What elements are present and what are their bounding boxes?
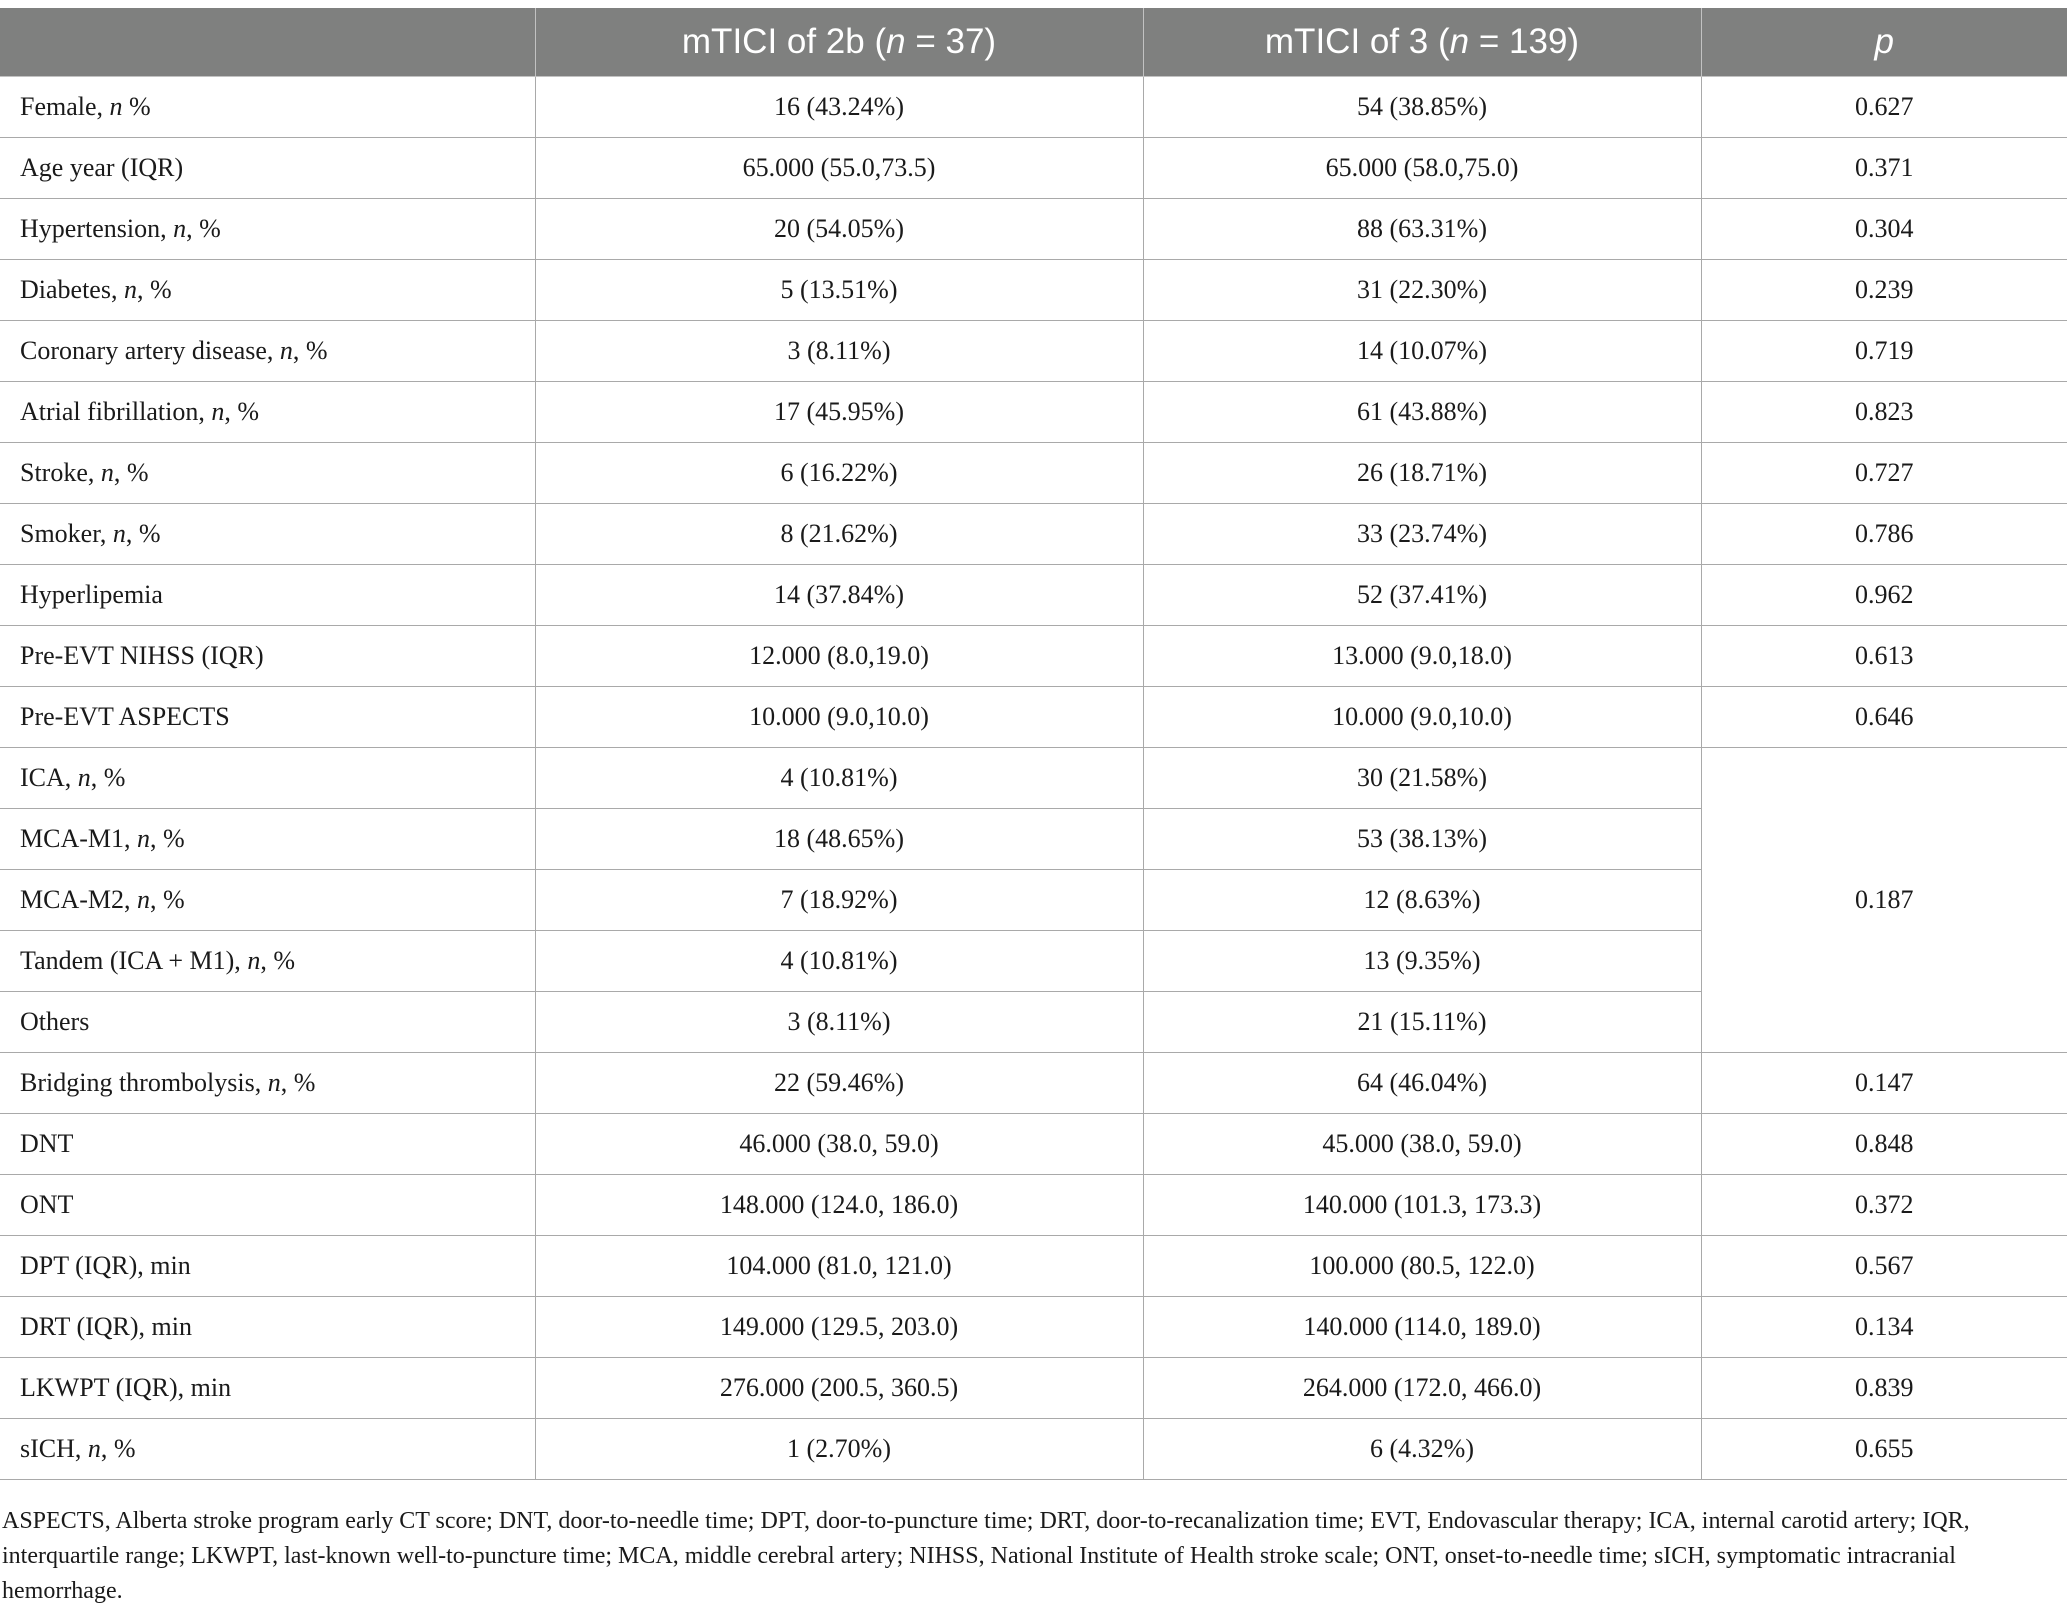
row-label-n: n [87,1434,101,1463]
row-label-n: n [137,885,151,914]
cell-mtici-3: 264.000 (172.0, 466.0) [1143,1358,1701,1419]
cell-mtici-2b: 5 (13.51%) [535,260,1143,321]
cell-mtici-2b: 16 (43.24%) [535,77,1143,138]
cell-mtici-3: 13 (9.35%) [1143,931,1701,992]
row-label [0,77,535,138]
row-label-suffix: , % [100,1434,136,1463]
cell-p-value: 0.239 [1701,260,2067,321]
row-label-n: n [279,336,293,365]
cell-p-value: 0.727 [1701,443,2067,504]
row-label [0,1297,535,1358]
row-label [0,565,535,626]
row-label-text: Diabetes, [20,275,124,304]
cell-mtici-3: 21 (15.11%) [1143,992,1701,1053]
cell-mtici-3: 64 (46.04%) [1143,1053,1701,1114]
cell-mtici-3: 12 (8.63%) [1143,870,1701,931]
row-label-suffix: , % [136,275,172,304]
row-label [0,1358,535,1419]
cell-p-value: 0.646 [1701,687,2067,748]
table-row [0,1297,2067,1358]
row-label-text: Pre-EVT ASPECTS [20,702,230,731]
row-label-suffix: % [122,92,151,121]
row-label-text: DPT (IQR), min [20,1251,191,1280]
cell-mtici-2b: 104.000 (81.0, 121.0) [535,1236,1143,1297]
table-row [0,321,2067,382]
row-label-text: Pre-EVT NIHSS (IQR) [20,641,264,670]
cell-p-value: 0.823 [1701,382,2067,443]
cell-mtici-2b: 14 (37.84%) [535,565,1143,626]
cell-p-value: 0.839 [1701,1358,2067,1419]
header-mtici-2b-prefix: mTICI of 2b ( [681,22,887,61]
cell-mtici-2b: 3 (8.11%) [535,992,1143,1053]
cell-mtici-3: 26 (18.71%) [1143,443,1701,504]
table-row [0,1419,2067,1480]
cell-mtici-2b: 1 (2.70%) [535,1419,1143,1480]
cell-mtici-2b: 149.000 (129.5, 203.0) [535,1297,1143,1358]
row-label-text: Hyperlipemia [20,580,163,609]
cell-mtici-2b: 3 (8.11%) [535,321,1143,382]
cell-p-value: 0.134 [1701,1297,2067,1358]
cell-mtici-3: 100.000 (80.5, 122.0) [1143,1236,1701,1297]
table-row [0,748,2067,809]
cell-p-value: 0.786 [1701,504,2067,565]
header-mtici-3-n: n [1449,22,1470,61]
row-label-n: n [267,1068,281,1097]
row-label-suffix: , % [280,1068,316,1097]
row-label-text: sICH, [20,1434,88,1463]
table-row [0,1053,2067,1114]
cell-mtici-2b: 8 (21.62%) [535,504,1143,565]
table-row [0,77,2067,138]
row-label-suffix: , % [224,397,260,426]
row-label [0,260,535,321]
row-label-suffix: , % [292,336,328,365]
cell-mtici-3: 54 (38.85%) [1143,77,1701,138]
table-row [0,687,2067,748]
row-label [0,1236,535,1297]
row-label [0,1419,535,1480]
row-label [0,626,535,687]
cell-mtici-3: 13.000 (9.0,18.0) [1143,626,1701,687]
cell-mtici-2b: 4 (10.81%) [535,748,1143,809]
row-label-text: DNT [20,1129,74,1158]
row-label-text: MCA-M1, [20,824,138,853]
cell-mtici-2b: 18 (48.65%) [535,809,1143,870]
header-mtici-3-suffix: = 139) [1469,22,1580,61]
row-label [0,992,535,1053]
cell-p-value: 0.147 [1701,1053,2067,1114]
table-row [0,382,2067,443]
cell-mtici-3: 53 (38.13%) [1143,809,1701,870]
row-label-text: Coronary artery disease, [20,336,280,365]
row-label-suffix: , % [260,946,295,975]
table-row [0,565,2067,626]
cell-mtici-2b: 4 (10.81%) [535,931,1143,992]
row-label-text: Others [20,1007,90,1036]
header-p-value [1701,8,2067,77]
data-table [0,8,2067,1480]
header-mtici-2b [535,8,1143,77]
table-row [0,138,2067,199]
cell-mtici-3: 10.000 (9.0,10.0) [1143,687,1701,748]
row-label [0,870,535,931]
row-label-n: n [137,824,151,853]
table-row [0,1175,2067,1236]
table-row [0,260,2067,321]
row-label [0,504,535,565]
row-label [0,382,535,443]
row-label-n: n [109,92,123,121]
row-label [0,687,535,748]
row-label-suffix: , % [113,458,149,487]
cell-mtici-3: 88 (63.31%) [1143,199,1701,260]
row-label-text: Hypertension, [20,214,174,243]
cell-p-value: 0.372 [1701,1175,2067,1236]
cell-p-value: 0.962 [1701,565,2067,626]
row-label [0,138,535,199]
row-label [0,809,535,870]
header-mtici-3 [1143,8,1701,77]
cell-mtici-2b: 10.000 (9.0,10.0) [535,687,1143,748]
row-label-n: n [77,763,91,792]
header-variable [0,8,535,77]
cell-mtici-2b: 22 (59.46%) [535,1053,1143,1114]
table-row [0,1236,2067,1297]
cell-mtici-2b: 17 (45.95%) [535,382,1143,443]
row-label [0,443,535,504]
table-row [0,1358,2067,1419]
row-label-text: ONT [20,1190,74,1219]
header-row [0,8,2067,77]
row-label [0,1114,535,1175]
table-row [0,199,2067,260]
header-p-label: p [1874,22,1894,61]
cell-mtici-2b: 46.000 (38.0, 59.0) [535,1114,1143,1175]
row-label [0,1175,535,1236]
row-label-suffix: , % [150,824,185,853]
cell-p-value: 0.719 [1701,321,2067,382]
cell-mtici-3: 45.000 (38.0, 59.0) [1143,1114,1701,1175]
cell-mtici-3: 52 (37.41%) [1143,565,1701,626]
cell-mtici-2b: 7 (18.92%) [535,870,1143,931]
row-label [0,931,535,992]
row-label-n: n [247,946,261,975]
table-row [0,626,2067,687]
row-label-text: Smoker, [20,519,113,548]
cell-mtici-3: 30 (21.58%) [1143,748,1701,809]
cell-p-value: 0.187 [1701,748,2067,1053]
cell-mtici-2b: 276.000 (200.5, 360.5) [535,1358,1143,1419]
table-container [0,8,2067,1480]
row-label-text: MCA-M2, [20,885,138,914]
table-row [0,443,2067,504]
cell-mtici-2b: 20 (54.05%) [535,199,1143,260]
row-label-text: ICA, [20,763,78,792]
table-body [0,77,2067,1480]
cell-p-value: 0.627 [1701,77,2067,138]
cell-mtici-2b: 148.000 (124.0, 186.0) [535,1175,1143,1236]
row-label-n: n [123,275,137,304]
row-label [0,199,535,260]
cell-mtici-2b: 12.000 (8.0,19.0) [535,626,1143,687]
cell-p-value: 0.655 [1701,1419,2067,1480]
row-label-text: Bridging thrombolysis, [20,1068,268,1097]
header-mtici-2b-n: n [886,22,906,61]
row-label [0,321,535,382]
header-mtici-2b-suffix: = 37) [905,22,997,61]
cell-p-value: 0.304 [1701,199,2067,260]
cell-p-value: 0.613 [1701,626,2067,687]
row-label-text: Age year (IQR) [20,153,184,182]
row-label-suffix: , % [125,519,161,548]
cell-mtici-3: 61 (43.88%) [1143,382,1701,443]
row-label [0,1053,535,1114]
row-label-n: n [100,458,114,487]
row-label-text: Stroke, [20,458,101,487]
cell-mtici-3: 31 (22.30%) [1143,260,1701,321]
table-footnote: ASPECTS, Alberta stroke program early CT score; DNT, door-to-needle time; DPT, door-to-puncture time; DRT, door-to-recanalization time; EVT, Endovascular therapy; ICA, internal carotid artery; IQR, interquartile range; LKWPT, last-known well-to-puncture time; MCA, middle cerebral artery; NIHSS, National Institute of Health stroke scale; ONT, onset-to-needle time; sICH, symptomatic intracranial hemorrhage. [2,1508,1970,1604]
row-label-text: LKWPT (IQR), min [20,1373,232,1402]
table-row [0,1114,2067,1175]
row-label-suffix: , % [150,885,185,914]
row-label-n: n [211,397,225,426]
row-label-text: DRT (IQR), min [20,1312,193,1341]
cell-mtici-3: 6 (4.32%) [1143,1419,1701,1480]
row-label-suffix: , % [186,214,221,243]
header-mtici-3-prefix: mTICI of 3 ( [1264,22,1450,61]
cell-mtici-3: 140.000 (101.3, 173.3) [1143,1175,1701,1236]
cell-mtici-3: 33 (23.74%) [1143,504,1701,565]
cell-mtici-3: 65.000 (58.0,75.0) [1143,138,1701,199]
cell-mtici-2b: 6 (16.22%) [535,443,1143,504]
cell-mtici-3: 14 (10.07%) [1143,321,1701,382]
cell-p-value: 0.567 [1701,1236,2067,1297]
row-label-text: Atrial fibrillation, [20,397,212,426]
row-label-text: Tandem (ICA + M1), [20,946,248,975]
cell-mtici-3: 140.000 (114.0, 189.0) [1143,1297,1701,1358]
row-label-n: n [112,519,126,548]
table-row [0,504,2067,565]
cell-p-value: 0.371 [1701,138,2067,199]
row-label [0,748,535,809]
row-label-n: n [173,214,187,243]
row-label-text: Female, [20,92,110,121]
cell-p-value: 0.848 [1701,1114,2067,1175]
row-label-suffix: , % [90,763,126,792]
cell-mtici-2b: 65.000 (55.0,73.5) [535,138,1143,199]
